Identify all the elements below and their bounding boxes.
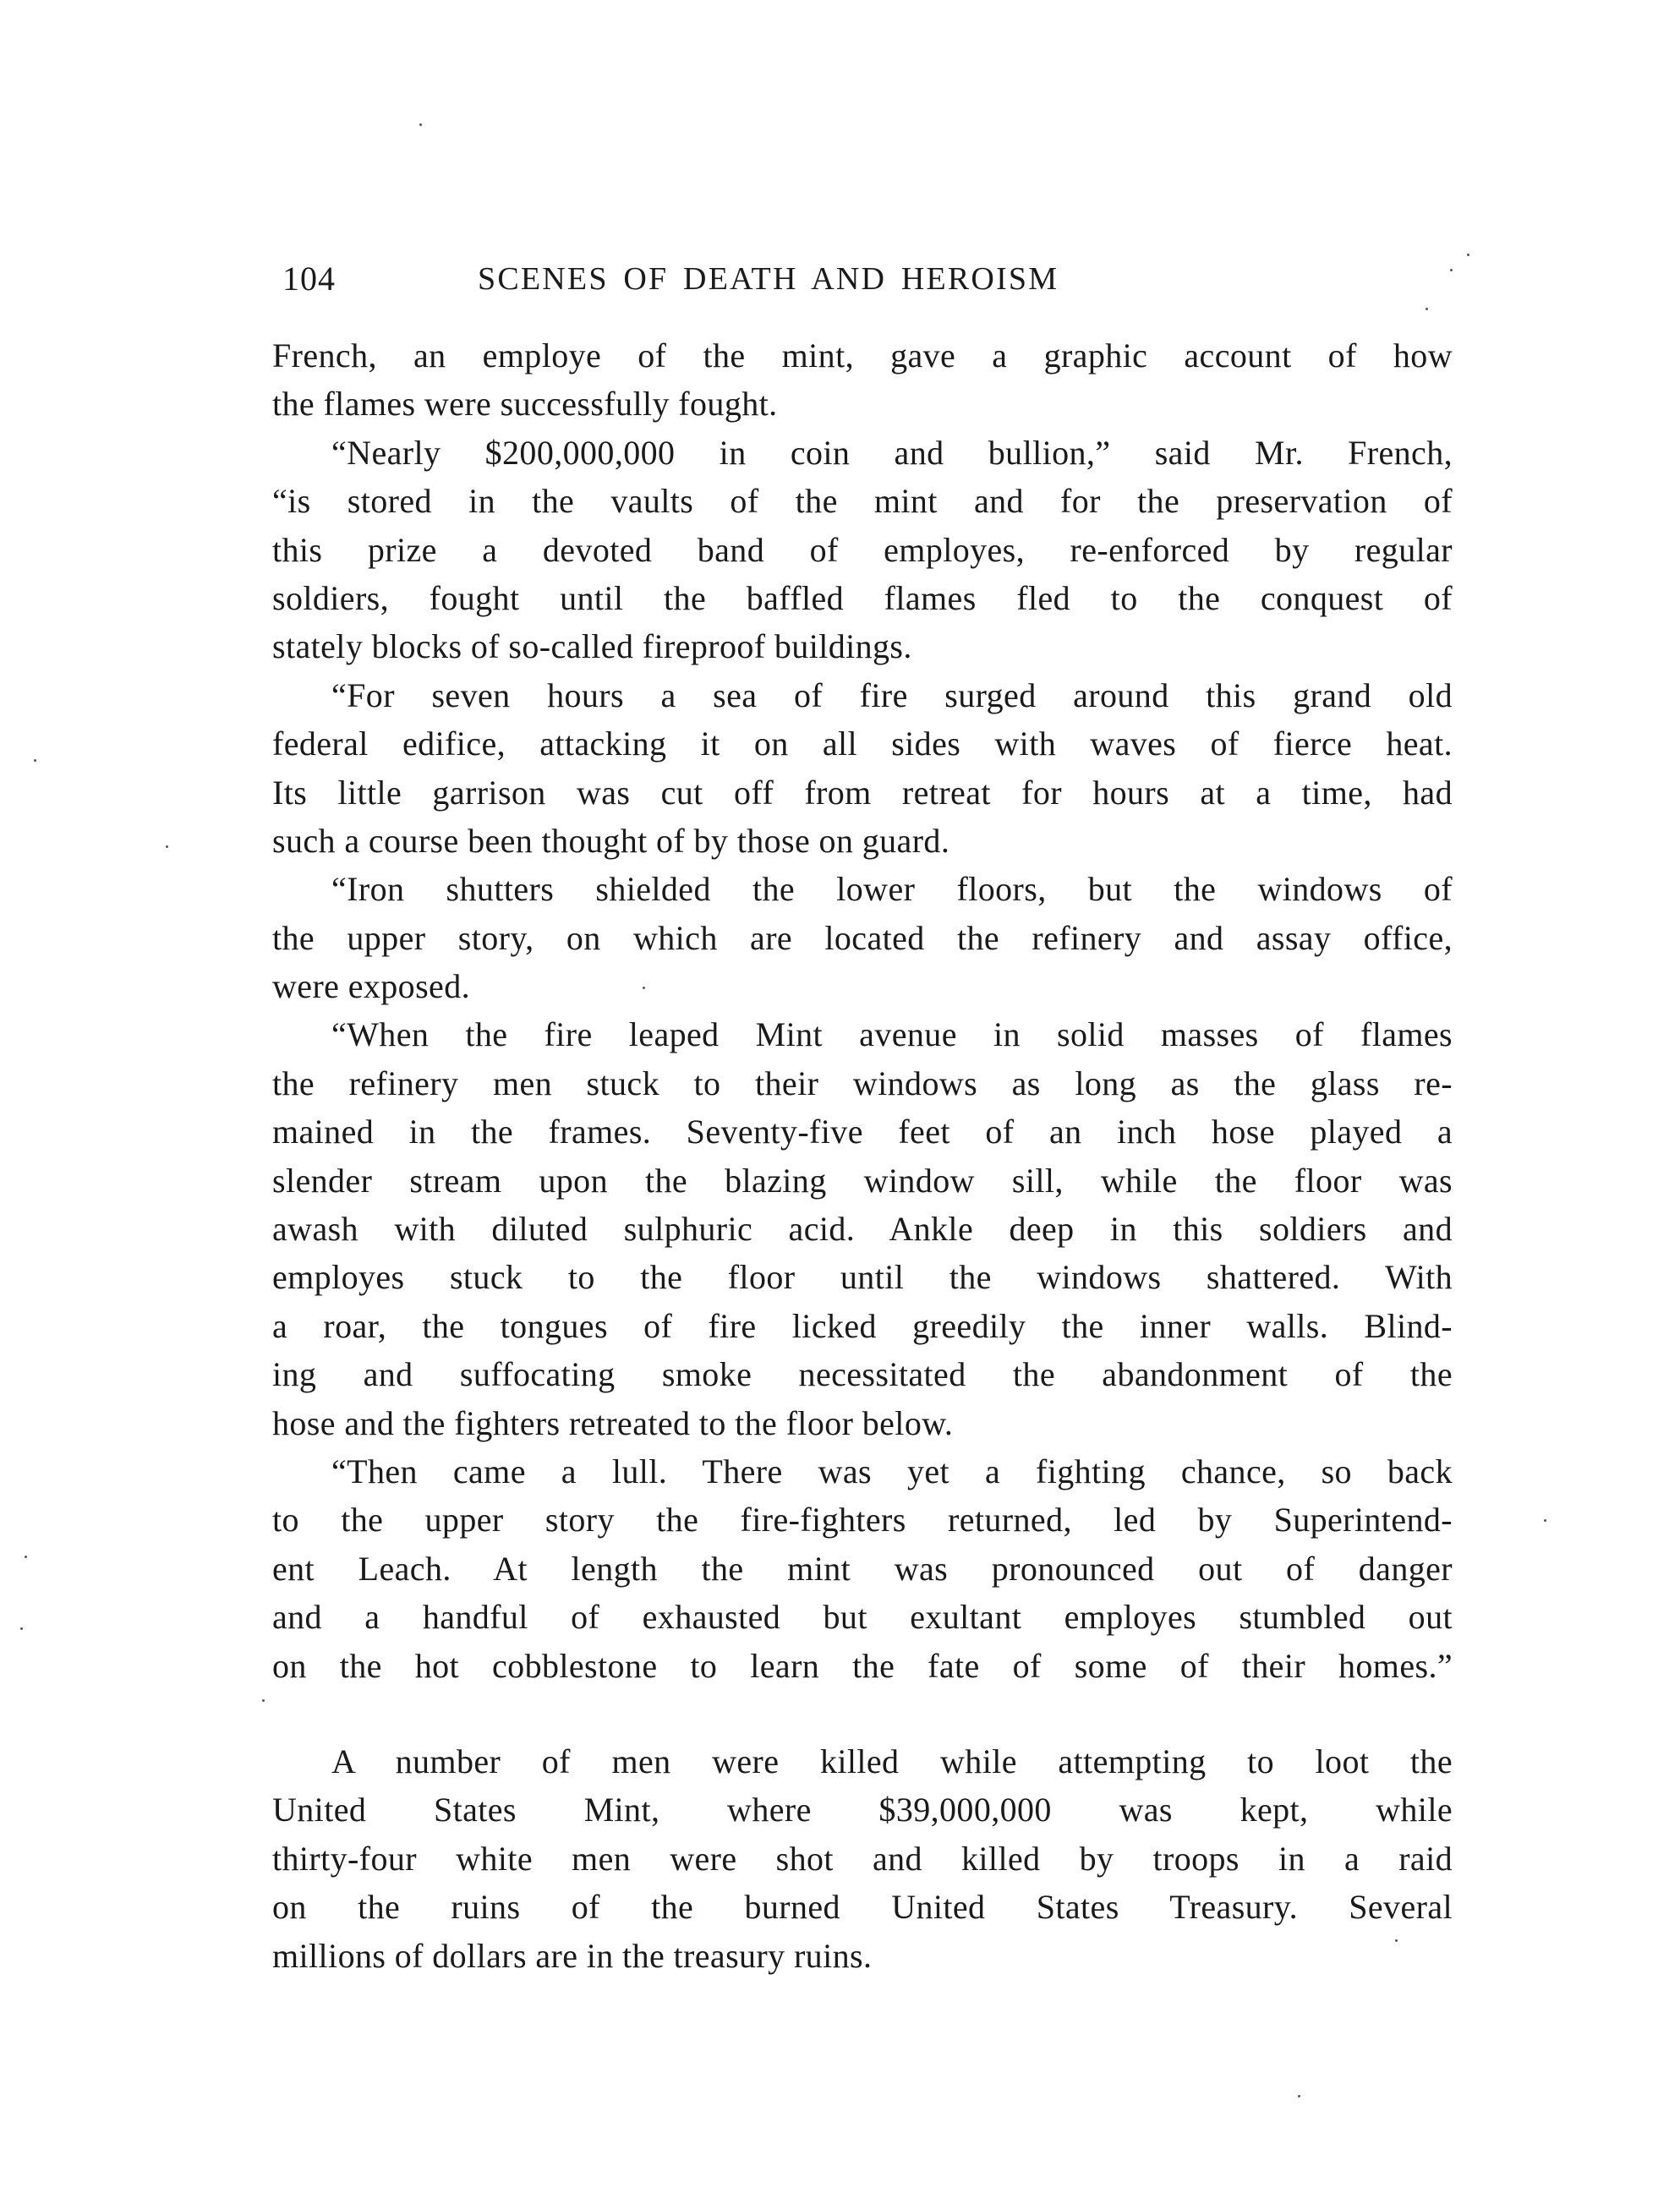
scan-speck [262, 1699, 265, 1702]
paragraph [272, 1010, 1453, 1447]
text-line: ent Leach. At length the mint was pronounced out of danger [272, 1549, 1453, 1588]
scan-speck [34, 759, 36, 762]
text-line: “Iron shutters shielded the lower floors, but the windows of [331, 870, 1453, 909]
text-line: the upper story, on which are located the refinery and assay office, [272, 918, 1453, 957]
text-line: the refinery men stuck to their windows as long as the glass re- [272, 1064, 1453, 1102]
text-line: soldiers, fought until the baffled flames fled to the conquest of [272, 578, 1453, 617]
page-number: 104 [282, 260, 336, 298]
text-line: ing and suffocating smoke necessitated the abandonment of the [272, 1355, 1453, 1394]
text-line: to the upper story the fire-fighters returned, led by Superintend- [272, 1501, 1453, 1539]
scan-speck [1426, 308, 1428, 310]
text-line: stately blocks of so-called fireproof buildings. [272, 627, 912, 666]
scan-speck [166, 845, 168, 848]
scan-speck [20, 1627, 23, 1630]
body-text [272, 331, 1453, 1980]
text-line: and a handful of exhausted but exultant employes stumbled out [272, 1598, 1453, 1637]
text-line: a roar, the tongues of fire licked greedily the inner walls. Blind- [272, 1306, 1453, 1345]
scan-speck [25, 1556, 27, 1558]
paragraph [272, 1447, 1453, 1690]
scan-speck [1395, 1939, 1398, 1942]
text-line: employes stuck to the floor until the windows shattered. With [272, 1258, 1453, 1297]
paragraph [272, 1737, 1453, 1980]
text-line: French, an employe of the mint, gave a graphic account of how [272, 336, 1453, 375]
scan-speck [1450, 269, 1453, 271]
text-line: “is stored in the vaults of the mint and for the preservation of [272, 482, 1453, 521]
text-line: thirty-four white men were shot and killed by troops in a raid [272, 1839, 1453, 1878]
text-line: hose and the fighters retreated to the floor below. [272, 1403, 954, 1442]
text-line: millions of dollars are in the treasury ruins. [272, 1936, 873, 1975]
text-line: “For seven hours a sea of fire surged around this grand old [331, 675, 1453, 714]
scan-speck [1298, 2095, 1300, 2097]
text-line: “Nearly $200,000,000 in coin and bullion,” said Mr. French, [331, 433, 1453, 472]
paragraph [272, 331, 1453, 429]
scan-speck [1544, 1519, 1546, 1522]
paragraph [272, 429, 1453, 671]
text-line: awash with diluted sulphuric acid. Ankle deep in this soldiers and [272, 1210, 1453, 1249]
text-line: A number of men were killed while attempting to loot the [331, 1742, 1453, 1780]
text-line: such a course been thought of by those on guard. [272, 821, 950, 860]
paragraph-gap [272, 1690, 1453, 1737]
paragraph [272, 865, 1453, 1010]
text-line: United States Mint, where $39,000,000 was kept, while [272, 1791, 1453, 1829]
text-line: on the hot cobblestone to learn the fate of some of their homes.” [272, 1646, 1453, 1685]
text-line: Its little garrison was cut off from retreat for hours at a time, had [272, 773, 1453, 812]
text-line: slender stream upon the blazing window sill, while the floor was [272, 1161, 1453, 1200]
running-title: SCENES OF DEATH AND HEROISM [478, 261, 1059, 297]
text-line: mained in the frames. Seventy-five feet of an inch hose played a [272, 1113, 1453, 1151]
paragraph [272, 671, 1453, 866]
text-line: “When the fire leaped Mint avenue in solid masses of flames [331, 1015, 1453, 1054]
running-header [272, 254, 1453, 304]
text-line: “Then came a lull. There was yet a fighting chance, so back [331, 1452, 1453, 1490]
scan-speck [643, 987, 645, 989]
text-line: on the ruins of the burned United States Treasury. Several [272, 1888, 1453, 1927]
text-line: the flames were successfully fought. [272, 385, 778, 424]
text-line: federal edifice, attacking it on all sides with waves of fierce heat. [272, 725, 1453, 763]
scan-speck [1467, 254, 1469, 256]
text-line: this prize a devoted band of employes, re-enforced by regular [272, 530, 1453, 569]
text-line: were exposed. [272, 967, 470, 1006]
scan-speck [419, 123, 422, 126]
